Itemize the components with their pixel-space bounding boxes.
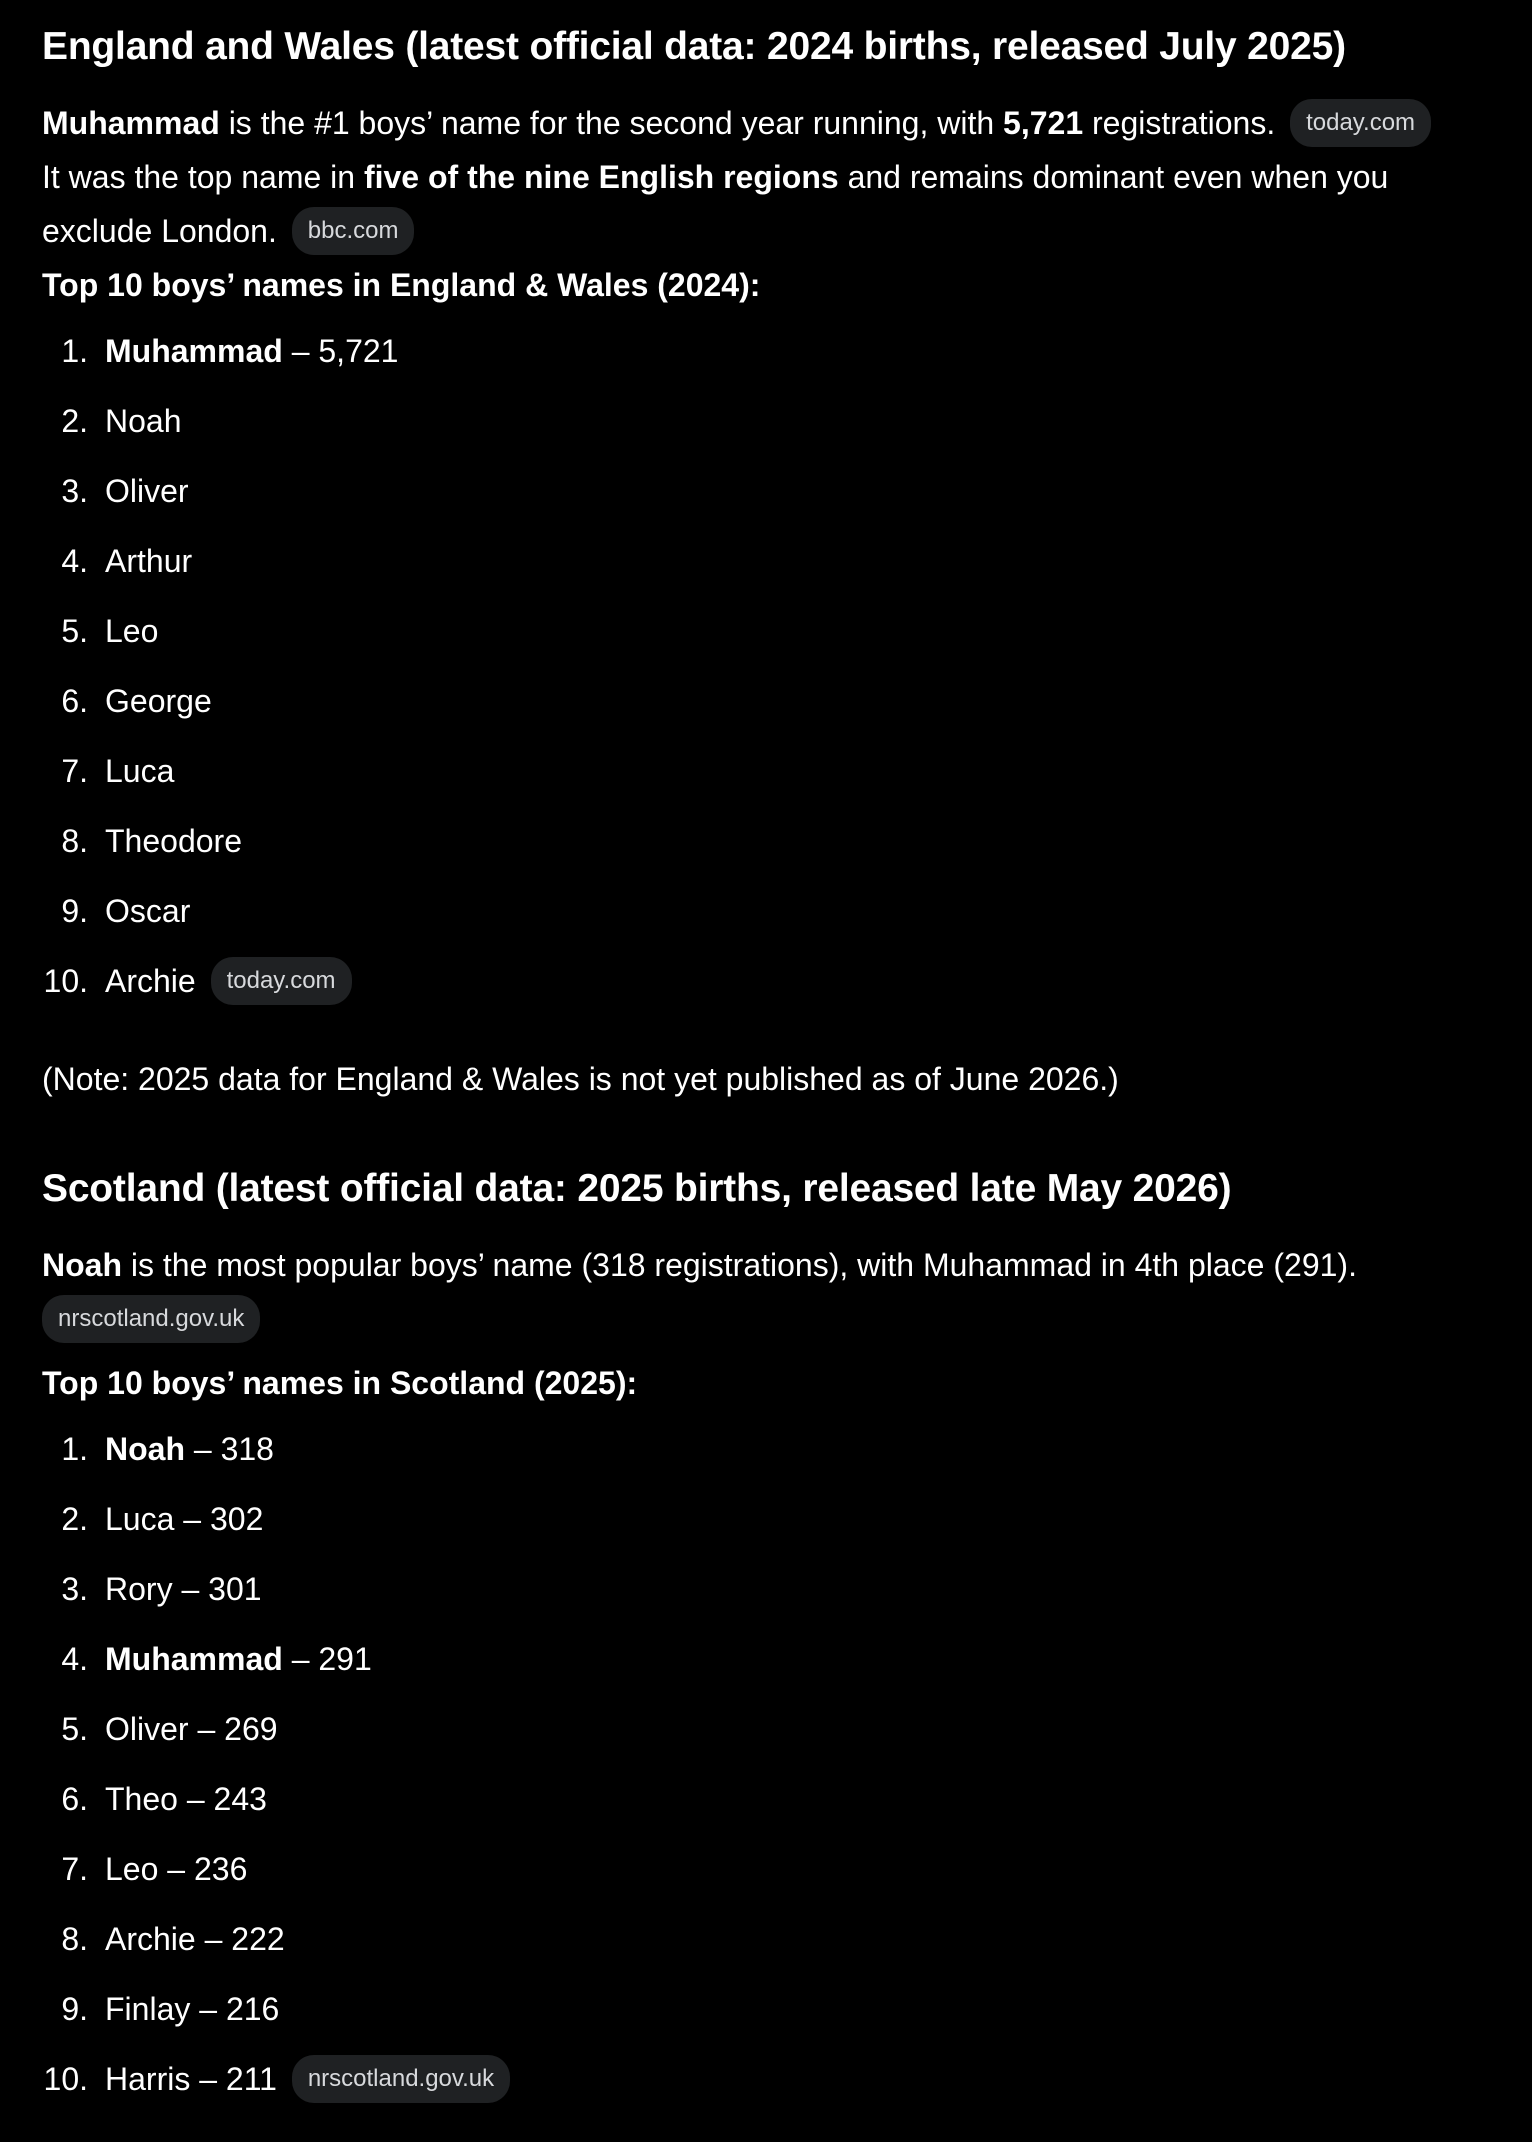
highlight-count: 5,721 [1003, 105, 1084, 141]
england-list-title: Top 10 boys’ names in England & Wales (2024): [42, 267, 761, 303]
source-chip[interactable]: today.com [1290, 99, 1431, 147]
source-chip[interactable]: today.com [211, 957, 352, 1005]
list-item: 2. Luca – 302 [61, 1501, 264, 1537]
england-note: (Note: 2025 data for England & Wales is not yet published as of June 2026.) [42, 1061, 1119, 1097]
section-heading-scotland: Scotland (latest official data: 2025 births, released late May 2026) [42, 1167, 1232, 1210]
list-item: 9. Oscar [61, 893, 191, 929]
scotland-paragraph-1: Noah is the most popular boys’ name (318 registrations), with Muhammad in 4th place (291). nrscotland.gov.uk [42, 1238, 1490, 1346]
section-heading-england: England and Wales (latest official data: 2024 births, released July 2025) [42, 25, 1346, 68]
highlight-name: Muhammad [42, 105, 220, 141]
list-item: 8. Theodore [61, 823, 242, 859]
list-item: 4. Muhammad – 291 [61, 1641, 372, 1677]
list-item: 5. Oliver – 269 [61, 1711, 278, 1747]
england-paragraph-2: It was the top name in five of the nine English regions and remains dominant even when you exclude London. bbc.com [42, 150, 1490, 258]
scotland-list-title: Top 10 boys’ names in Scotland (2025): [42, 1365, 638, 1401]
highlight-regions: five of the nine English regions [363, 159, 839, 195]
list-item: 1. Noah – 318 [61, 1431, 274, 1467]
highlight-name: Noah [42, 1247, 122, 1283]
list-item: 4. Arthur [61, 543, 193, 579]
source-chip[interactable]: bbc.com [292, 207, 415, 255]
scotland-top10-list [42, 1414, 1490, 2114]
list-item: 3. Rory – 301 [61, 1571, 262, 1607]
list-item: 6. George [61, 683, 212, 719]
list-item: 10. Archie today.com [42, 946, 1490, 1016]
list-item: 6. Theo – 243 [61, 1781, 267, 1817]
list-item: 5. Leo [61, 613, 159, 649]
list-item: 7. Leo – 236 [61, 1851, 248, 1887]
list-item: 3. Oliver [61, 473, 189, 509]
england-paragraph-1: Muhammad is the #1 boys’ name for the second year running, with 5,721 registrations. today.com [42, 96, 1490, 150]
list-item: 10. Harris – 211 nrscotland.gov.uk [42, 2044, 1490, 2114]
source-chip[interactable]: nrscotland.gov.uk [42, 1295, 260, 1343]
list-item: 8. Archie – 222 [61, 1921, 285, 1957]
england-top10-list [42, 316, 1490, 1016]
list-item: 9. Finlay – 216 [61, 1991, 280, 2027]
list-item: 7. Luca [61, 753, 175, 789]
list-item: 2. Noah [61, 403, 182, 439]
source-chip[interactable]: nrscotland.gov.uk [292, 2055, 510, 2103]
list-item: 1. Muhammad – 5,721 [61, 333, 399, 369]
